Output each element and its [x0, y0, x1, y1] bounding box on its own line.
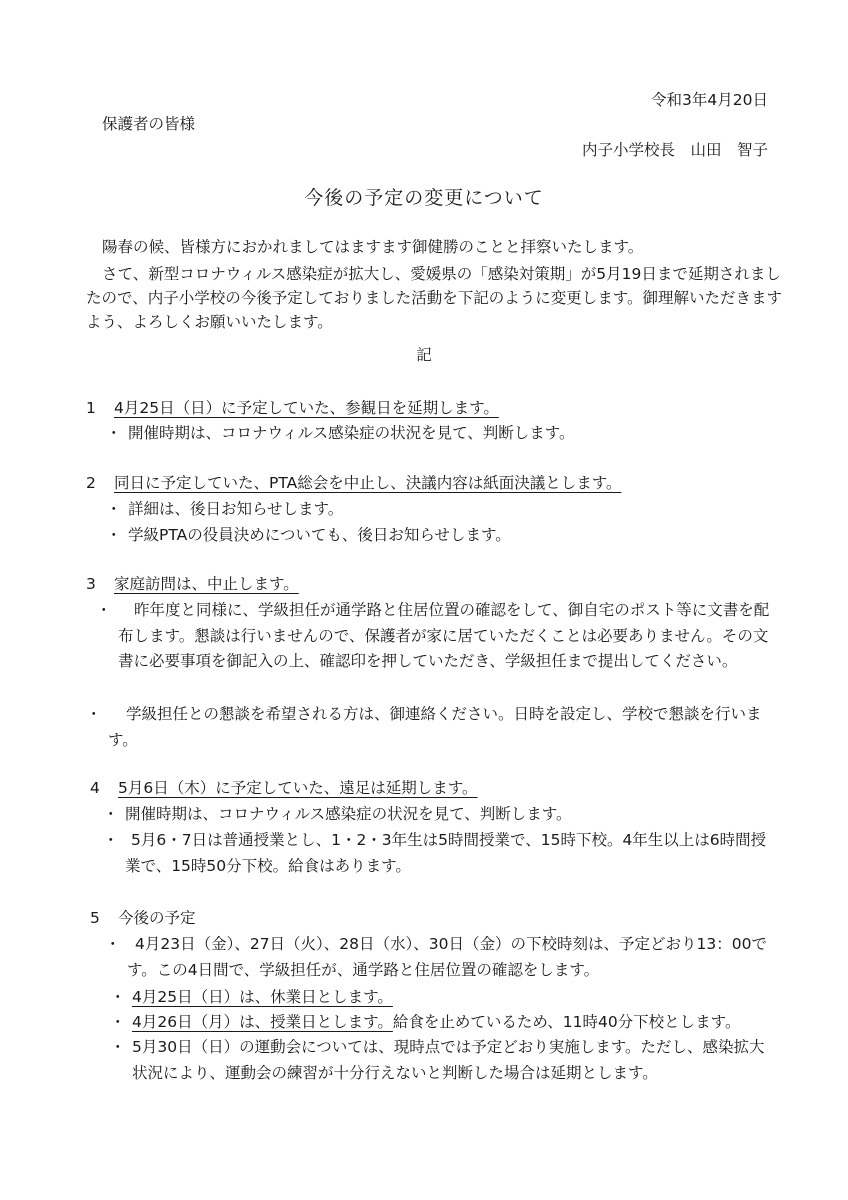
list-item — [86, 702, 778, 753]
list-item-text: 4月25日（日）は、休業日とします。 — [132, 988, 393, 1006]
list-item-text: 4月26日（月）は、授業日とします。 — [132, 1013, 393, 1031]
list-item-text: 学級PTAの役員決めについても、後日お知らせします。 — [128, 526, 511, 544]
section-number: 4 — [90, 779, 100, 797]
section-heading — [90, 776, 478, 798]
bullet-mark: ・ — [106, 526, 122, 544]
list-item — [103, 828, 780, 879]
list-item-text: 昨年度と同様に、学級担任が通学路と住居位置の確認をして、御自宅のポスト等に文書を配布します。懇談は行いませんので、保護者が家に居ていただくことは必要ありません。その文書に必要事項を御記入の上、確認印を押していただき、学級担任まで提出してください。 — [118, 601, 770, 670]
list-item-text: 詳細は、後日お知らせします。 — [128, 500, 344, 518]
recipient: 保護者の皆様 — [102, 115, 196, 133]
list-item — [110, 1035, 778, 1086]
bullet-mark: ・ — [96, 601, 112, 619]
list-item-text: 5月30日（日）の運動会については、現時点では予定どおり実施します。ただし、感染拡大状況により、運動会の練習が十分行えないと判断した場合は延期とします。 — [132, 1038, 765, 1082]
section-heading — [86, 572, 299, 594]
list-item-text: 開催時期は、コロナウィルス感染症の状況を見て、判断します。 — [128, 424, 575, 442]
section-heading — [86, 471, 621, 493]
section-number: 1 — [86, 399, 96, 417]
list-item-text: 開催時期は、コロナウィルス感染症の状況を見て、判断します。 — [125, 805, 572, 823]
ki-marker: 記 — [416, 346, 432, 364]
list-item — [96, 598, 778, 675]
bullet-mark: ・ — [110, 1038, 126, 1056]
list-item — [105, 932, 778, 983]
bullet-mark: ・ — [103, 831, 119, 849]
section-heading — [90, 906, 196, 928]
section-heading-text: 家庭訪問は、中止します。 — [114, 575, 299, 593]
list-item — [106, 523, 778, 549]
section-heading-text: 4月25日（日）に予定していた、参観日を延期します。 — [114, 399, 499, 417]
section-number: 3 — [86, 575, 96, 593]
list-item — [110, 985, 778, 1011]
intro-paragraph-1: 陽春の候、皆様方におかれましてはますます御健勝のことと拝察いたします。 — [102, 238, 644, 256]
section-number: 2 — [86, 474, 96, 492]
bullet-mark: ・ — [105, 935, 121, 953]
bullet-mark: ・ — [106, 500, 122, 518]
bullet-mark: ・ — [86, 705, 102, 723]
section-heading — [86, 396, 499, 418]
bullet-mark: ・ — [110, 988, 126, 1006]
list-item-text: 5月6・7日は普通授業とし、1・2・3年生は5時間授業で、15時下校。4年生以上は6時間授業で、15時50分下校。給食はあります。 — [125, 831, 767, 875]
document-title: 今後の予定の変更について — [304, 187, 544, 209]
section-heading-text: 同日に予定していた、PTA総会を中止し、決議内容は紙面決議とします。 — [114, 474, 622, 492]
list-item — [103, 802, 780, 828]
list-item — [106, 497, 778, 523]
list-item — [110, 1010, 778, 1036]
intro-paragraph-2: さて、新型コロナウィルス感染症が拡大し、愛媛県の「感染対策期」が5月19日まで延期されましたので、内子小学校の今後予定しておりました活動を下記のように変更します。御理解いただきますよう、よろしくお願いいたします。 — [86, 265, 782, 331]
bullet-mark: ・ — [110, 1013, 126, 1031]
bullet-mark: ・ — [106, 424, 122, 442]
list-item — [106, 421, 778, 447]
list-item-text: 給食を止めているため、11時40分下校とします。 — [392, 1013, 741, 1031]
bullet-mark: ・ — [103, 805, 119, 823]
document-date: 令和3年4月20日 — [651, 91, 768, 109]
list-item-text: 4月23日（金）、27日（火）、28日（水）、30日（金）の下校時刻は、予定どおり13：00です。この4日間で、学級担任が、通学路と住居位置の確認をします。 — [127, 935, 767, 979]
section-number: 5 — [90, 909, 100, 927]
section-heading-text: 今後の予定 — [118, 909, 196, 927]
list-item-text: 学級担任との懇談を希望される方は、御連絡ください。日時を設定し、学校で懇談を行います。 — [108, 705, 762, 749]
sender: 内子小学校長 山田 智子 — [581, 141, 768, 159]
section-heading-text: 5月6日（木）に予定していた、遠足は延期します。 — [118, 779, 478, 797]
